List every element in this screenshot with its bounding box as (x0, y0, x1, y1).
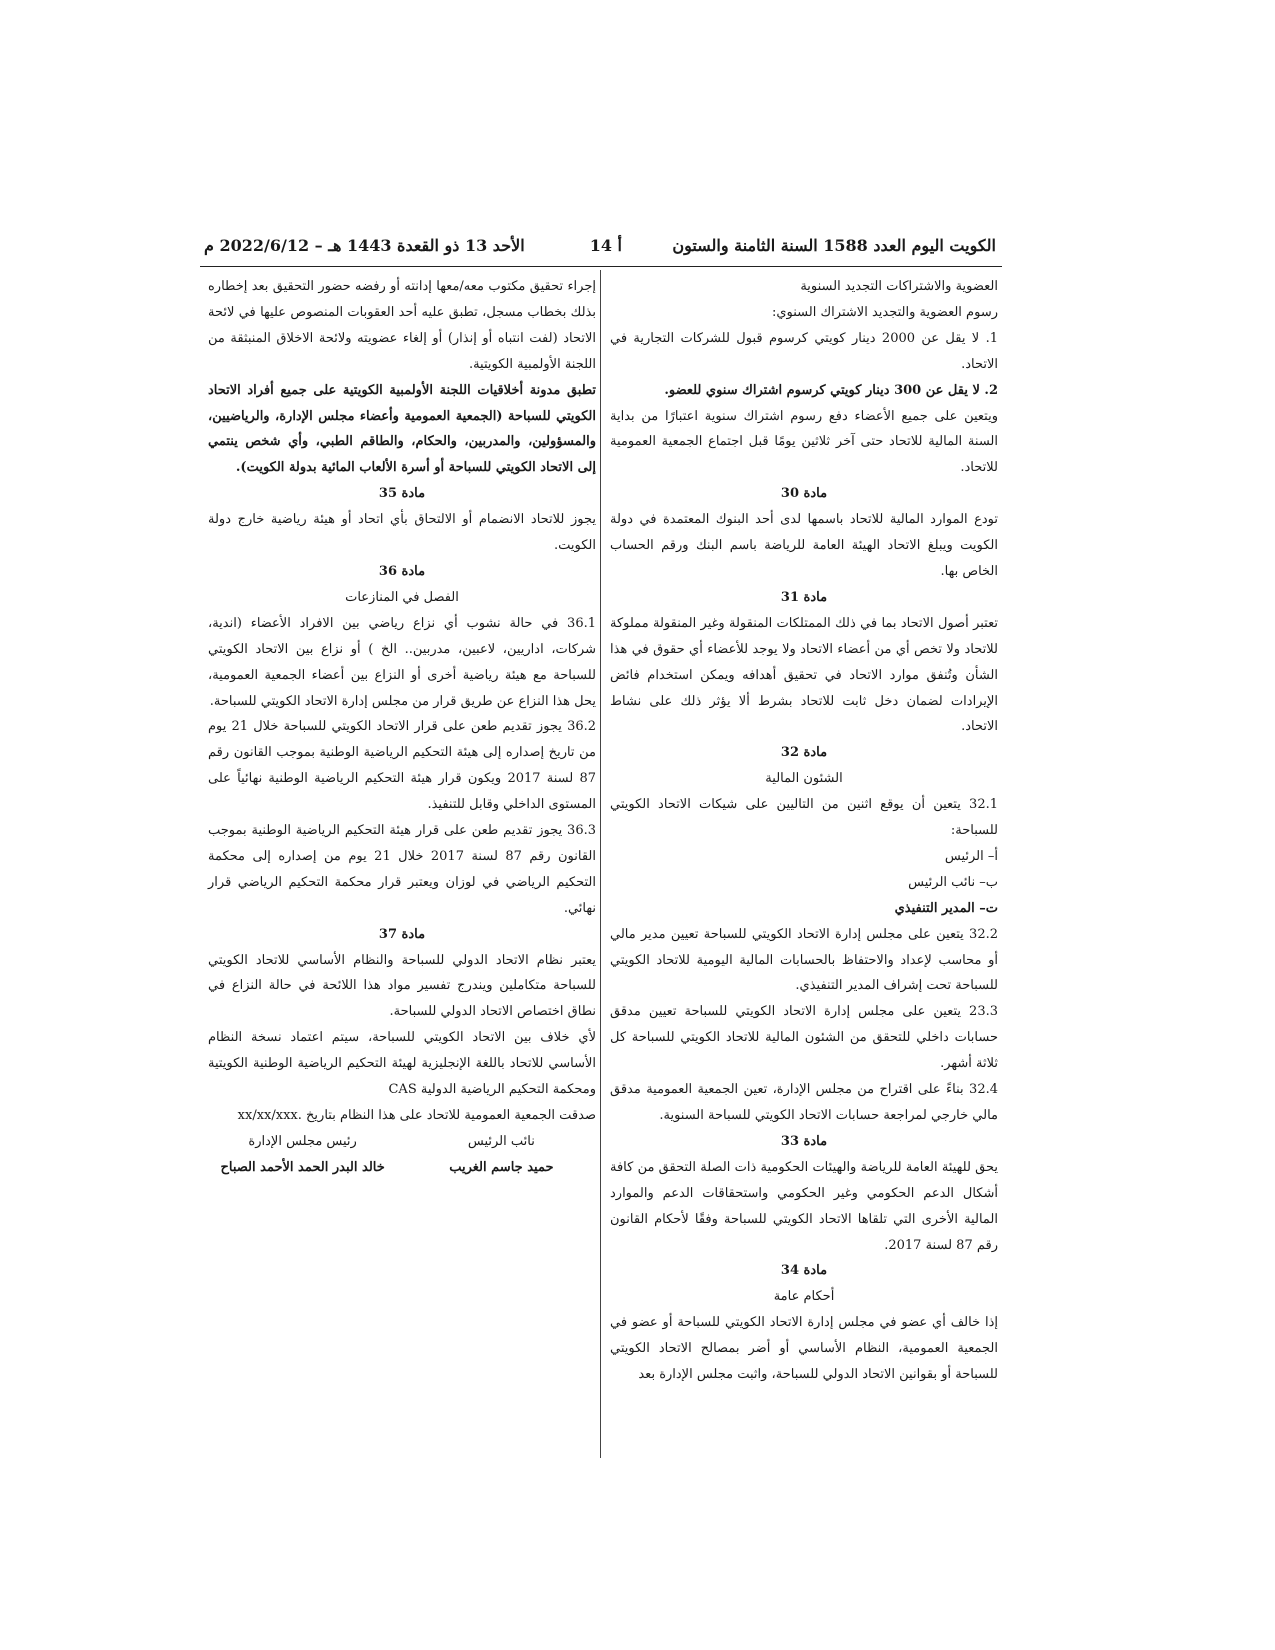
page-header (200, 232, 1002, 267)
paragraph: 36.1 في حالة نشوب أي نزاع رياضي بين الافراد الأعضاء (اندية، شركات، اداريين، لاعبين، مدربين.. الخ ) أو نزاع بين الاتحاد الكويتي للسباحة مع هيئة رياضية أخرى أو النزاع بين أعضاء الجمعية العمومية، يحل هذا النزاع عن طريق قرار من مجلس إدارة الاتحاد الكويتي للسباحة. (208, 615, 596, 709)
signatory-title: رئيس مجلس الإدارة (248, 1133, 357, 1149)
article-heading-30: مادة 30 (780, 486, 828, 502)
paragraph: لأي خلاف بين الاتحاد الكويتي للسباحة، سيتم اعتماد نسخة النظام الأساسي للاتحاد باللغة الإنجليزية لهيئة التحكيم الرياضية الوطنية الكويتية ومحكمة التحكيم الرياضية الدولية CAS (208, 1030, 596, 1098)
signatory-title: نائب الرئيس (467, 1133, 535, 1149)
paragraph: 32.2 يتعين على مجلس إدارة الاتحاد الكويتي للسباحة تعيين مدير مالي أو محاسب لإعداد والاحتفاظ بالحسابات المالية اليومية للاتحاد الكويتي للسباحة تحت إشراف المدير التنفيذي. (610, 926, 998, 994)
paragraph: 2. لا يقل عن 300 دينار كويتي كرسوم اشتراك سنوي للعضو. (664, 382, 998, 398)
paragraph: 32.4 بناءً على اقتراح من مجلس الإدارة، تعين الجمعية العمومية مدقق مالي خارجي لمراجعة حسابات الاتحاد الكويتي للسباحة السنوية. (610, 1082, 998, 1123)
column-divider (600, 270, 601, 1458)
section-title: الفصل في المنازعات (345, 589, 459, 605)
left-column (208, 274, 596, 1181)
paragraph: تودع الموارد المالية للاتحاد باسمها لدى أحد البنوك المعتمدة في دولة الكويت ويبلغ الاتحاد الهيئة العامة للرياضة باسم البنك ورقم الحساب الخاص بها. (610, 512, 998, 579)
signature-block (208, 1129, 596, 1181)
signatory-name: خالد البدر الحمد الأحمد الصباح (220, 1159, 385, 1175)
vice-president-signature (417, 1129, 586, 1181)
gazette-page (200, 232, 1002, 1462)
signatory-name: حميد جاسم الغريب (449, 1159, 554, 1175)
paragraph: إذا خالف أي عضو في مجلس إدارة الاتحاد الكويتي للسباحة أو عضو في الجمعية العمومية، النظام الأساسي أو أضر بمصالح الاتحاد الكويتي للسباحة أو بقوانين الاتحاد الدولي للسباحة، واثبت مجلس الإدارة بعد (610, 1315, 998, 1383)
paragraph (208, 1103, 596, 1129)
article-heading-32: مادة 32 (780, 745, 828, 761)
paragraph: 23.3 يتعين على مجلس إدارة الاتحاد الكويتي للسباحة تعيين مدقق حسابات داخلي للتحقق من الشئون المالية للاتحاد الكويتي للسباحة كل ثلاثة أشهر. (610, 1004, 998, 1072)
article-heading-31: مادة 31 (780, 589, 828, 605)
paragraph: يحق للهيئة العامة للرياضة والهيئات الحكومية ذات الصلة التحقق من كافة أشكال الدعم الحكومي وغير الحكومي واستحقاقات الدعم والموارد المالية الأخرى التي تلقاها الاتحاد الكويتي للسباحة وفقًا لأحكام القانون رقم 87 لسنة 2017. (610, 1159, 998, 1253)
paragraph: يعتبر نظام الاتحاد الدولي للسباحة والنظام الأساسي للاتحاد الكويتي للسباحة متكاملين ويندرج تفسير مواد هذا اللائحة في حالة النزاع في نطاق اختصاص الاتحاد الدولي للسباحة. (208, 952, 596, 1020)
paragraph: ويتعين على جميع الأعضاء دفع رسوم اشتراك سنوية اعتبارًا من بداية السنة المالية للاتحاد حتى آخر ثلاثين يومًا قبل اجتماع الجمعية العمومية للاتحاد. (610, 408, 998, 476)
list-item: ب– نائب الرئيس (908, 874, 998, 890)
paragraph: 36.3 يجوز تقديم طعن على قرار هيئة التحكيم الرياضية الوطنية بموجب القانون رقم 87 لسنة 2017 خلال 21 يوم من إصداره إلى محكمة التحكيم الرياضي في لوزان ويعتبر قرار محكمة التحكيم الرياضي قرار نهائي. (208, 823, 596, 916)
issue-date: الأحد 13 ذو القعدة 1443 هـ – 2022/6/12 م (204, 236, 525, 255)
section-title: أحكام عامة (773, 1289, 835, 1305)
list-item: أ– الرئيس (944, 848, 998, 864)
paragraph: يجوز للاتحاد الانضمام أو الالتحاق بأي اتحاد أو هيئة رياضية خارج دولة الكويت. (208, 512, 596, 554)
page-number: أ 14 (589, 236, 622, 255)
paragraph: إجراء تحقيق مكتوب معه/معها إدانته أو رفضه حضور التحقيق بعد إخطاره بذلك بخطاب مسجل، تطبق عليه أحد العقوبات المنصوص عليها في لائحة الاتحاد (لفت انتباه أو إنذار) أو إلغاء عضويته ولائحة الاخلاق المنبثقة من اللجنة الأولمبية الكويتية. (208, 279, 596, 372)
right-column (610, 274, 998, 1388)
publication-title: الكويت اليوم العدد 1588 السنة الثامنة والستون (672, 236, 996, 255)
paragraph: العضوية والاشتراكات التجديد السنوية (800, 279, 998, 294)
paragraph: 32.1 يتعين أن يوقع اثنين من التاليين على شيكات الاتحاد الكويتي للسباحة: (610, 797, 998, 839)
paragraph: تطبق مدونة أخلاقيات اللجنة الأولمبية الكويتية على جميع أفراد الاتحاد الكويتي للسباحة (الجمعية العمومية وأعضاء مجلس الإدارة، والرياضيين، والمسؤولين، والمدربين، والحكام، والطاقم الطبي، وأي شخص ينتمي إلى الاتحاد الكويتي للسباحة أو أسرة الألعاب المائية بدولة الكويت). (208, 382, 596, 476)
paragraph: 36.2 يجوز تقديم طعن على قرار الاتحاد الكويتي للسباحة خلال 21 يوم من تاريخ إصداره إلى هيئة التحكيم الرياضية الوطنية بموجب القانون رقم 87 لسنة 2017 ويكون قرار هيئة التحكيم الرياضية الوطنية نهائياً على المستوى الداخلي وقابل للتنفيذ. (208, 719, 597, 813)
ratification-text: صدقت الجمعية العمومية للاتحاد على هذا النظام بتاريخ (306, 1108, 596, 1123)
paragraph: تعتبر أصول الاتحاد بما في ذلك الممتلكات المنقولة وغير المنقولة مملوكة للاتحاد ولا تخص أي من أعضاء الاتحاد ولا يوجد للأعضاء أي حقوق في هذا الشأن وتُنفق موارد الاتحاد في تحقيق أهدافه ويمكن استخدام فائض الإيرادات لضمان دخل ثابت للاتحاد بشرط ألا يؤثر ذلك على نشاط الاتحاد. (610, 615, 998, 735)
chairman-signature (218, 1129, 387, 1181)
paragraph: رسوم العضوية والتجديد الاشتراك السنوي: (771, 304, 998, 320)
article-heading-35: مادة 35 (378, 486, 426, 502)
list-item: ت– المدير التنفيذي (894, 900, 998, 916)
article-heading-37: مادة 37 (378, 926, 426, 942)
article-heading-33: مادة 33 (780, 1133, 828, 1149)
paragraph: 1. لا يقل عن 2000 دينار كويتي كرسوم قبول للشركات التجارية في الاتحاد. (610, 330, 998, 372)
section-title: الشئون المالية (765, 771, 843, 787)
ratification-date: xx/xx/xxx. (237, 1108, 302, 1123)
article-heading-34: مادة 34 (780, 1263, 828, 1279)
article-heading-36: مادة 36 (378, 563, 426, 579)
